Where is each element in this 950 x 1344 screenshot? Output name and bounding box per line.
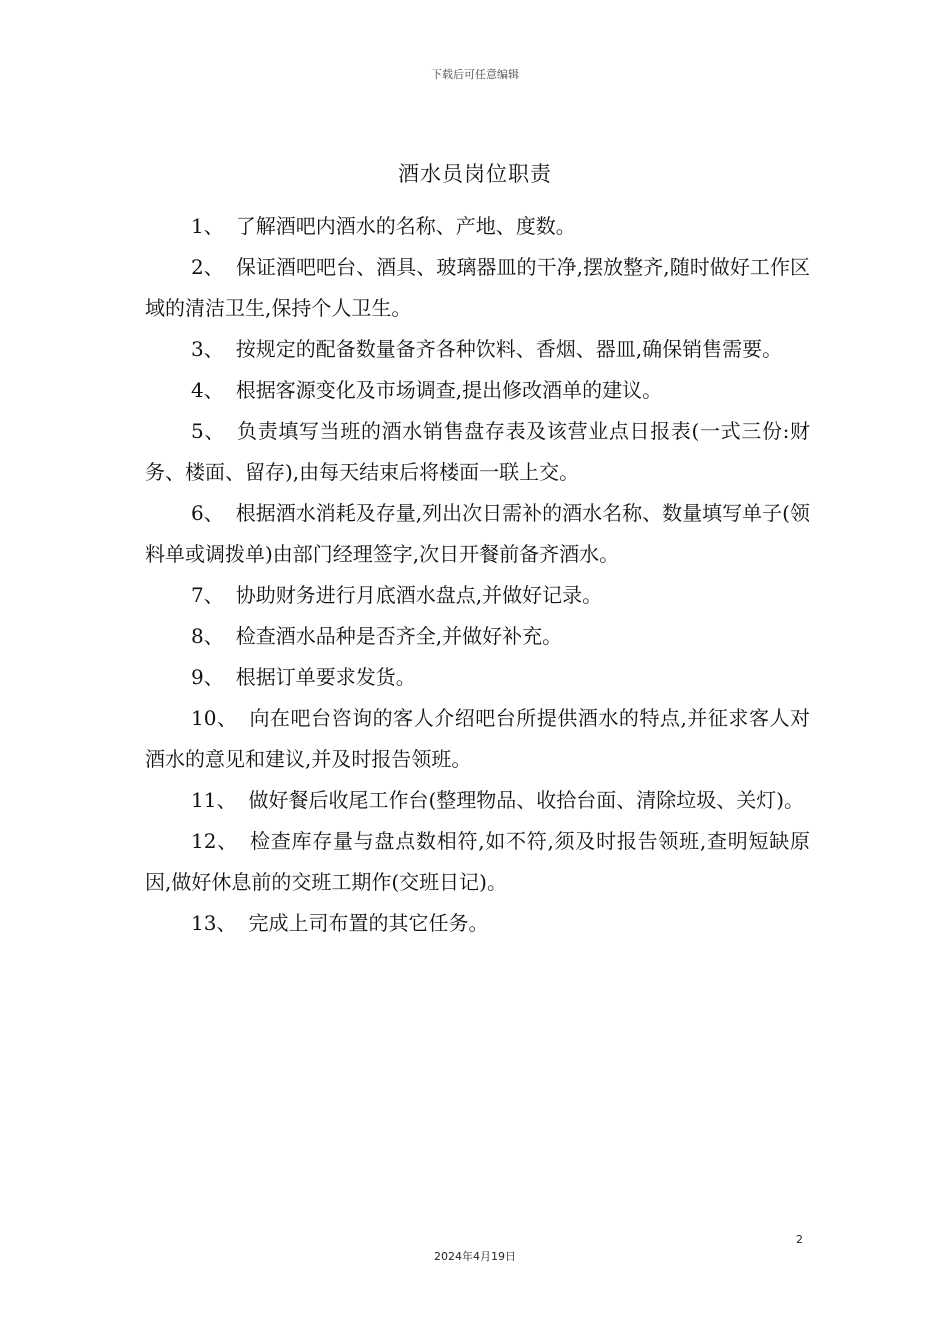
duty-item: [145, 698, 810, 780]
duty-item: [145, 821, 810, 903]
duty-item-text: 根据订单要求发货。: [235, 665, 416, 689]
duty-item-number: 12、: [191, 829, 238, 853]
duty-item-number: 1、: [191, 214, 224, 238]
duty-item-number: 7、: [191, 583, 224, 607]
duty-item: [145, 903, 810, 944]
duty-item-text: 检查库存量与盘点数相符,如不符,须及时报告领班,查明短缺原因,做好休息前的交班工期作(交班日记)。: [145, 829, 810, 894]
duty-item-number: 8、: [191, 624, 224, 648]
footer-date: 2024年4月19日: [434, 1250, 516, 1263]
page-number: 2: [796, 1233, 803, 1246]
duty-item-number: 13、: [191, 911, 237, 935]
duty-item-text: 完成上司布置的其它任务。: [248, 911, 489, 935]
duty-item-text: 了解酒吧内酒水的名称、产地、度数。: [235, 214, 576, 238]
duty-item-number: 5、: [191, 419, 226, 443]
duty-item: [145, 247, 810, 329]
duty-item: [145, 329, 810, 370]
duty-item-number: 4、: [191, 378, 224, 402]
duty-item: [145, 411, 810, 493]
duty-item-text: 根据酒水消耗及存量,列出次日需补的酒水名称、数量填写单子(领料单或调拨单)由部门经理签字,次日开餐前备齐酒水。: [145, 501, 810, 566]
duty-item-text: 协助财务进行月底酒水盘点,并做好记录。: [235, 583, 603, 607]
duty-item: [145, 575, 810, 616]
duty-item-number: 9、: [191, 665, 224, 689]
duty-item-text: 保证酒吧吧台、酒具、玻璃器皿的干净,摆放整齐,随时做好工作区域的清洁卫生,保持个人卫生。: [145, 255, 810, 320]
duty-item-text: 向在吧台咨询的客人介绍吧台所提供酒水的特点,并征求客人对酒水的意见和建议,并及时报告领班。: [145, 706, 810, 771]
duty-item: [145, 780, 810, 821]
duty-item: [145, 206, 810, 247]
duty-item-text: 做好餐后收尾工作台(整理物品、收拾台面、清除垃圾、关灯)。: [248, 788, 805, 812]
duty-item-text: 检查酒水品种是否齐全,并做好补充。: [235, 624, 563, 648]
duty-item: [145, 370, 810, 411]
duty-item-text: 按规定的配备数量备齐各种饮料、香烟、器皿,确保销售需要。: [235, 337, 783, 361]
duty-item: [145, 616, 810, 657]
duty-list: [145, 206, 810, 944]
duty-item-text: 负责填写当班的酒水销售盘存表及该营业点日报表(一式三份:财务、楼面、留存),由每天结束后将楼面一联上交。: [145, 419, 810, 484]
document-title: 酒水员岗位职责: [398, 162, 552, 186]
header-note: 下载后可任意编辑: [431, 68, 519, 81]
duty-item: [145, 657, 810, 698]
duty-item: [145, 493, 810, 575]
duty-item-number: 10、: [191, 706, 238, 730]
duty-item-text: 根据客源变化及市场调查,提出修改酒单的建议。: [235, 378, 663, 402]
duty-item-number: 11、: [191, 788, 237, 812]
duty-item-number: 6、: [191, 501, 224, 525]
duty-item-number: 3、: [191, 337, 224, 361]
duty-item-number: 2、: [191, 255, 224, 279]
